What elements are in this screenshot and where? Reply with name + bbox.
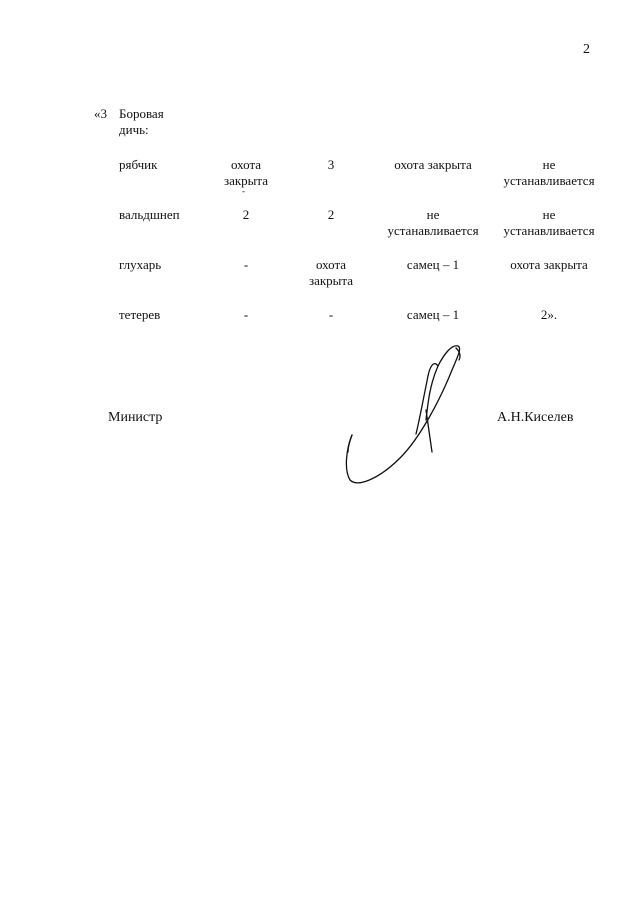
table-cell [493, 157, 605, 189]
table-row-name: рябчик [119, 157, 158, 172]
table-cell: самец – 1 [406, 307, 460, 322]
cell-line: устанавливается [503, 223, 595, 238]
cell-line: устанавливается [503, 173, 595, 188]
table-cell [203, 157, 289, 189]
table-cell: охота закрыта [510, 257, 588, 272]
table-cell: 3 [327, 157, 335, 172]
table-cell: 2». [540, 307, 558, 322]
cell-line: охота [315, 257, 347, 272]
table-cell: охота закрыта [394, 157, 472, 172]
table-row-name: вальдшнеп [119, 207, 180, 222]
cell-line: закрыта [223, 173, 269, 188]
table-row-name: глухарь [119, 257, 162, 272]
page-number: 2 [583, 42, 590, 57]
table-cell: - [243, 257, 249, 272]
cell-line: устанавливается [387, 223, 479, 238]
cell-line: охота [230, 157, 262, 172]
table-cell: 2 [242, 207, 250, 222]
table-row-name: тетерев [119, 307, 161, 322]
table-cell: - [243, 307, 249, 322]
section-number: «3 [94, 106, 107, 121]
table-cell: - [328, 307, 334, 322]
stray-dash: - [242, 186, 245, 196]
signatory-position: Министр [108, 410, 163, 425]
cell-line: не [542, 157, 556, 172]
table-cell: 2 [327, 207, 335, 222]
cell-line: закрыта [308, 273, 354, 288]
table-cell [290, 257, 372, 289]
table-cell [493, 207, 605, 239]
section-title [119, 106, 199, 138]
table-cell: самец – 1 [406, 257, 460, 272]
signatory-name: А.Н.Киселев [497, 410, 574, 425]
cell-line: не [426, 207, 440, 222]
table-cell [374, 207, 492, 239]
cell-line: не [542, 207, 556, 222]
handwritten-signature [340, 340, 480, 490]
section-title-line1: Боровая [119, 106, 164, 121]
section-title-line2: дичь: [119, 122, 149, 137]
